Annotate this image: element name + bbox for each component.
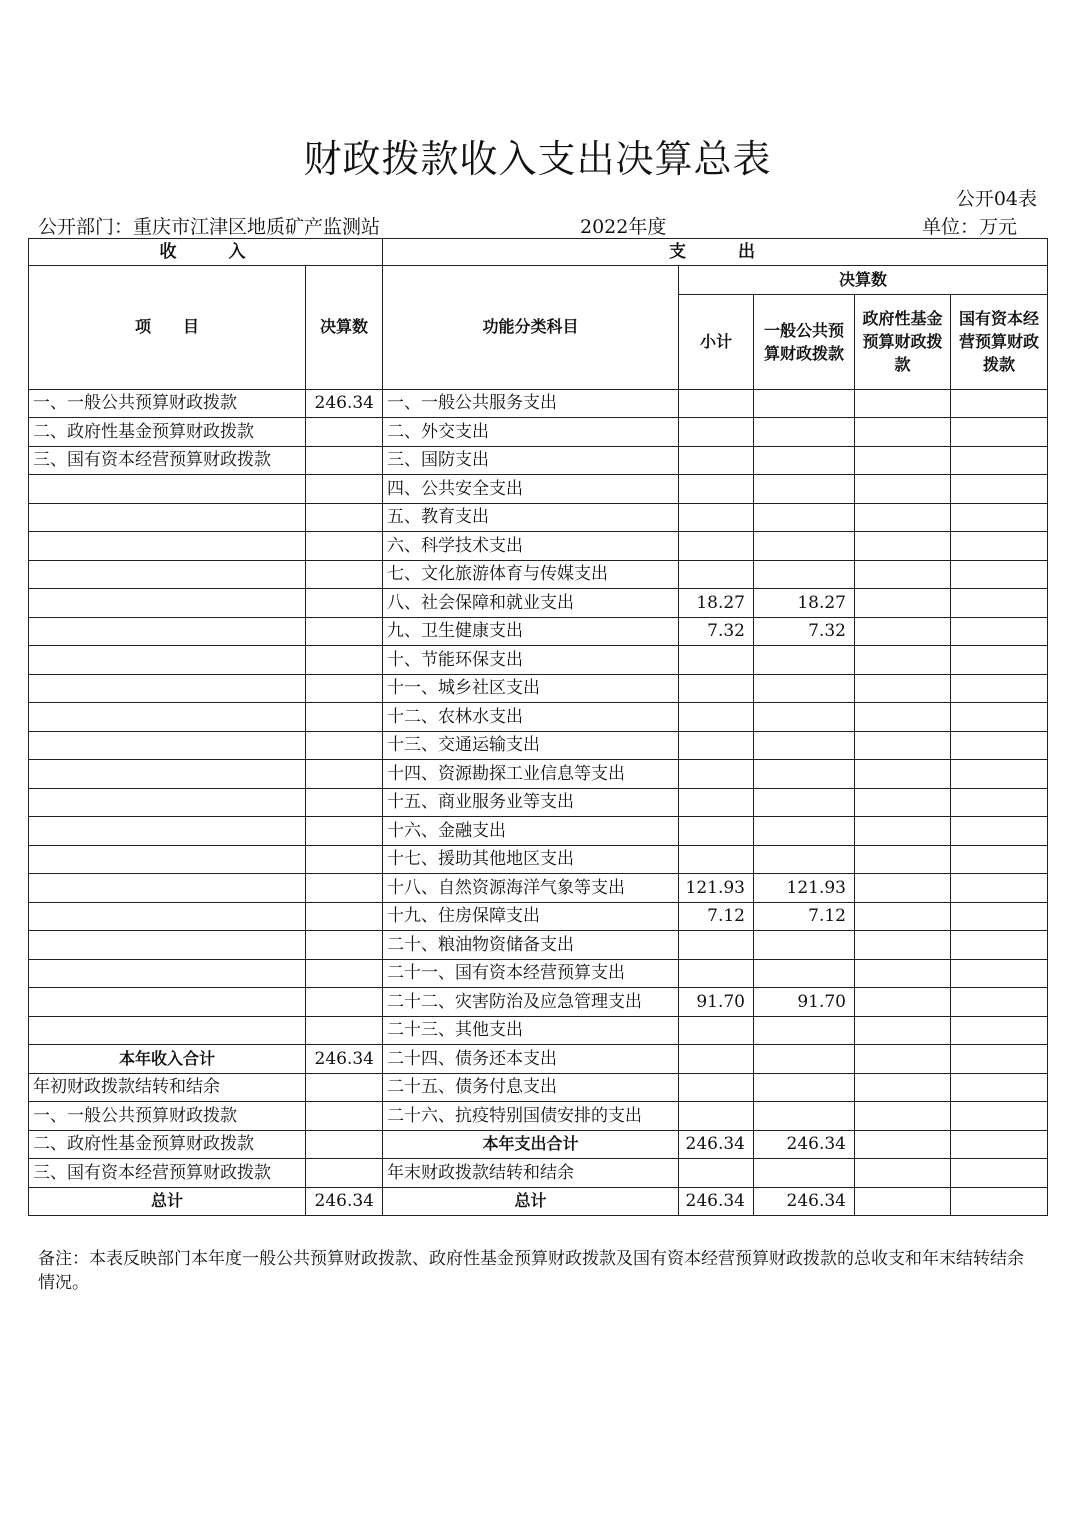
table-row [29,617,1048,646]
state-capital-cell [951,817,1048,846]
income-item-cell [29,959,306,988]
income-amount-cell [306,503,383,532]
general-budget-cell: 121.93 [754,874,855,903]
subtotal-cell [679,532,754,561]
expense-item-cell: 三、国防支出 [383,446,679,475]
expense-item-cell: 七、文化旅游体育与传媒支出 [383,560,679,589]
section-header-row [29,239,1048,266]
expense-item-cell: 十八、自然资源海洋气象等支出 [383,874,679,903]
general-budget-cell [754,788,855,817]
gov-fund-cell [855,1102,951,1131]
subtotal-cell: 18.27 [679,589,754,618]
expense-item-cell: 二十五、债务付息支出 [383,1073,679,1102]
table-row [29,760,1048,789]
income-amount-cell [306,418,383,447]
gov-fund-cell [855,589,951,618]
gov-fund-cell [855,760,951,789]
table-row [29,902,1048,931]
subtotal-cell [679,731,754,760]
gov-fund-cell [855,503,951,532]
income-item-cell: 一、一般公共预算财政拨款 [29,1102,306,1131]
gov-fund-cell [855,1073,951,1102]
table-row [29,931,1048,960]
income-item-cell [29,902,306,931]
general-budget-cell [754,1159,855,1188]
table-row [29,731,1048,760]
expense-item-cell: 五、教育支出 [383,503,679,532]
income-amount-cell [306,1159,383,1188]
state-capital-cell [951,1159,1048,1188]
expense-item-cell: 十二、农林水支出 [383,703,679,732]
state-capital-cell [951,931,1048,960]
general-budget-cell: 246.34 [754,1130,855,1159]
general-budget-cell [754,959,855,988]
table-row [29,1159,1048,1188]
income-amount-cell [306,674,383,703]
unit-label: 单位：万元 [922,216,1018,238]
gov-fund-cell [855,703,951,732]
income-item-cell [29,988,306,1017]
income-item-cell: 二、政府性基金预算财政拨款 [29,418,306,447]
expense-item-cell: 二十、粮油物资储备支出 [383,931,679,960]
state-capital-cell [951,1045,1048,1074]
subtotal-cell [679,503,754,532]
general-budget-cell [754,389,855,418]
table-row [29,674,1048,703]
state-capital-cell [951,418,1048,447]
table-row [29,475,1048,504]
gov-fund-cell [855,1016,951,1045]
general-budget-cell: 91.70 [754,988,855,1017]
state-capital-cell [951,959,1048,988]
table-row [29,817,1048,846]
expense-item-cell: 十三、交通运输支出 [383,731,679,760]
expense-item-cell: 二十三、其他支出 [383,1016,679,1045]
state-capital-cell [951,446,1048,475]
general-budget-cell [754,446,855,475]
expense-item-cell: 十九、住房保障支出 [383,902,679,931]
general-budget-header: 一般公共预算财政拨款 [754,294,855,389]
gov-fund-cell [855,902,951,931]
general-budget-cell: 246.34 [754,1187,855,1216]
gov-fund-cell [855,1159,951,1188]
subtotal-cell [679,674,754,703]
income-item-cell: 一、一般公共预算财政拨款 [29,389,306,418]
table-row [29,389,1048,418]
gov-fund-cell [855,874,951,903]
income-section-header: 收 入 [29,239,383,266]
income-item-cell [29,1016,306,1045]
state-capital-cell [951,1016,1048,1045]
subtotal-cell [679,788,754,817]
gov-fund-cell [855,389,951,418]
income-item-cell [29,532,306,561]
expense-item-cell: 十七、援助其他地区支出 [383,845,679,874]
general-budget-cell: 18.27 [754,589,855,618]
income-amount-cell: 246.34 [306,1187,383,1216]
income-item-cell [29,589,306,618]
gov-fund-cell [855,646,951,675]
income-amount-cell [306,1102,383,1131]
gov-fund-cell [855,1187,951,1216]
income-item-cell [29,760,306,789]
gov-fund-cell [855,674,951,703]
table-row [29,532,1048,561]
general-budget-cell [754,1073,855,1102]
subtotal-cell [679,959,754,988]
income-amount-cell [306,760,383,789]
department-label: 公开部门：重庆市江津区地质矿产监测站 [38,216,381,238]
amount-group-header: 决算数 [679,266,1048,295]
expense-item-cell: 十五、商业服务业等支出 [383,788,679,817]
state-capital-cell [951,674,1048,703]
income-amount-cell [306,646,383,675]
subtotal-cell [679,703,754,732]
income-item-cell [29,617,306,646]
state-capital-cell [951,646,1048,675]
table-row [29,446,1048,475]
subtotal-cell [679,1102,754,1131]
expense-item-cell: 十、节能环保支出 [383,646,679,675]
gov-fund-cell [855,1130,951,1159]
income-amount-cell: 246.34 [306,389,383,418]
gov-fund-cell [855,475,951,504]
expense-section-header: 支 出 [383,239,1048,266]
income-item-cell [29,646,306,675]
income-item-cell [29,874,306,903]
gov-fund-cell [855,817,951,846]
table-row [29,1073,1048,1102]
income-amount-cell [306,817,383,846]
state-capital-cell [951,1102,1048,1131]
expense-item-cell: 八、社会保障和就业支出 [383,589,679,618]
gov-fund-cell [855,788,951,817]
expense-item-cell: 九、卫生健康支出 [383,617,679,646]
item-header: 项 目 [29,266,306,390]
income-item-cell [29,703,306,732]
column-header-row [29,266,1048,295]
expense-item-cell: 二、外交支出 [383,418,679,447]
general-budget-cell: 7.32 [754,617,855,646]
expense-item-cell: 六、科学技术支出 [383,532,679,561]
table-row [29,788,1048,817]
general-budget-cell [754,760,855,789]
fiscal-year: 2022年度 [580,216,667,238]
table-row [29,1016,1048,1045]
general-budget-cell [754,1102,855,1131]
state-capital-cell [951,845,1048,874]
general-budget-cell: 7.12 [754,902,855,931]
expense-item-cell: 二十四、债务还本支出 [383,1045,679,1074]
subtotal-header: 小计 [679,294,754,389]
gov-fund-cell [855,1045,951,1074]
gov-fund-cell [855,446,951,475]
expense-item-cell: 本年支出合计 [383,1130,679,1159]
expense-item-cell: 二十六、抗疫特别国债安排的支出 [383,1102,679,1131]
general-budget-cell [754,674,855,703]
expense-item-cell: 二十一、国有资本经营预算支出 [383,959,679,988]
gov-fund-cell [855,959,951,988]
table-row [29,845,1048,874]
table-row [29,560,1048,589]
subtotal-cell [679,446,754,475]
income-amount-cell: 246.34 [306,1045,383,1074]
income-item-cell [29,817,306,846]
gov-fund-cell [855,845,951,874]
general-budget-cell [754,817,855,846]
general-budget-cell [754,1016,855,1045]
income-item-cell: 本年收入合计 [29,1045,306,1074]
gov-fund-cell [855,731,951,760]
income-item-cell [29,845,306,874]
state-capital-cell [951,902,1048,931]
general-budget-cell [754,845,855,874]
function-header: 功能分类科目 [383,266,679,390]
table-row [29,1102,1048,1131]
subtotal-cell [679,1045,754,1074]
income-amount-cell [306,902,383,931]
state-capital-cell [951,532,1048,561]
gov-fund-cell [855,931,951,960]
general-budget-cell [754,475,855,504]
general-budget-cell [754,646,855,675]
gov-fund-cell [855,988,951,1017]
general-budget-cell [754,503,855,532]
gov-fund-cell [855,532,951,561]
subtotal-cell [679,1073,754,1102]
income-amount-header: 决算数 [306,266,383,390]
general-budget-cell [754,731,855,760]
subtotal-cell [679,646,754,675]
general-budget-cell [754,1045,855,1074]
subtotal-cell: 246.34 [679,1187,754,1216]
subtotal-cell: 91.70 [679,988,754,1017]
general-budget-cell [754,703,855,732]
gov-fund-header: 政府性基金预算财政拨款 [855,294,951,389]
subtotal-cell [679,1159,754,1188]
income-amount-cell [306,1130,383,1159]
income-amount-cell [306,617,383,646]
general-budget-cell [754,418,855,447]
income-item-cell [29,560,306,589]
income-item-cell [29,931,306,960]
general-budget-cell [754,560,855,589]
expense-item-cell: 十四、资源勘探工业信息等支出 [383,760,679,789]
income-amount-cell [306,532,383,561]
subtotal-cell: 246.34 [679,1130,754,1159]
subtotal-cell [679,418,754,447]
general-budget-cell [754,532,855,561]
table-row [29,503,1048,532]
table-row [29,988,1048,1017]
income-amount-cell [306,845,383,874]
income-item-cell [29,731,306,760]
table-row [29,1130,1048,1159]
state-capital-cell [951,560,1048,589]
income-item-cell: 年初财政拨款结转和结余 [29,1073,306,1102]
subtotal-cell [679,560,754,589]
table-row [29,589,1048,618]
form-number: 公开04表 [955,188,1037,210]
state-capital-cell [951,703,1048,732]
subtotal-cell [679,817,754,846]
subtotal-cell [679,931,754,960]
subtotal-cell: 7.32 [679,617,754,646]
subtotal-cell [679,760,754,789]
state-capital-cell [951,1130,1048,1159]
table-row [29,703,1048,732]
table-row [29,1045,1048,1074]
state-capital-cell [951,874,1048,903]
income-item-cell [29,475,306,504]
income-amount-cell [306,1073,383,1102]
expense-item-cell: 十六、金融支出 [383,817,679,846]
gov-fund-cell [855,560,951,589]
expense-item-cell: 一、一般公共服务支出 [383,389,679,418]
budget-table [28,238,1048,1216]
state-capital-cell [951,617,1048,646]
income-amount-cell [306,1016,383,1045]
state-capital-header: 国有资本经营预算财政拨款 [951,294,1048,389]
table-row [29,959,1048,988]
expense-item-cell: 二十二、灾害防治及应急管理支出 [383,988,679,1017]
subtotal-cell: 7.12 [679,902,754,931]
income-amount-cell [306,703,383,732]
expense-item-cell: 四、公共安全支出 [383,475,679,504]
income-amount-cell [306,475,383,504]
income-amount-cell [306,988,383,1017]
subtotal-cell [679,475,754,504]
state-capital-cell [951,760,1048,789]
income-amount-cell [306,731,383,760]
page-title: 财政拨款收入支出决算总表 [303,137,772,181]
income-amount-cell [306,874,383,903]
state-capital-cell [951,988,1048,1017]
table-row [29,646,1048,675]
income-item-cell [29,674,306,703]
gov-fund-cell [855,617,951,646]
subtotal-cell [679,389,754,418]
income-amount-cell [306,446,383,475]
income-item-cell [29,788,306,817]
expense-item-cell: 总计 [383,1187,679,1216]
table-row [29,1187,1048,1216]
state-capital-cell [951,503,1048,532]
state-capital-cell [951,731,1048,760]
income-amount-cell [306,560,383,589]
income-amount-cell [306,788,383,817]
state-capital-cell [951,389,1048,418]
income-item-cell: 二、政府性基金预算财政拨款 [29,1130,306,1159]
footnote: 备注：本表反映部门本年度一般公共预算财政拨款、政府性基金预算财政拨款及国有资本经营预算财政拨款的总收支和年末结转结余情况。 [38,1249,1024,1293]
income-item-cell: 总计 [29,1187,306,1216]
subtotal-cell: 121.93 [679,874,754,903]
table-row [29,874,1048,903]
general-budget-cell [754,931,855,960]
state-capital-cell [951,788,1048,817]
income-item-cell: 三、国有资本经营预算财政拨款 [29,446,306,475]
income-item-cell: 三、国有资本经营预算财政拨款 [29,1159,306,1188]
gov-fund-cell [855,418,951,447]
state-capital-cell [951,475,1048,504]
expense-item-cell: 十一、城乡社区支出 [383,674,679,703]
income-item-cell [29,503,306,532]
state-capital-cell [951,589,1048,618]
state-capital-cell [951,1073,1048,1102]
state-capital-cell [951,1187,1048,1216]
subtotal-cell [679,845,754,874]
expense-item-cell: 年末财政拨款结转和结余 [383,1159,679,1188]
income-amount-cell [306,931,383,960]
subtotal-cell [679,1016,754,1045]
income-amount-cell [306,589,383,618]
table-row [29,418,1048,447]
income-amount-cell [306,959,383,988]
